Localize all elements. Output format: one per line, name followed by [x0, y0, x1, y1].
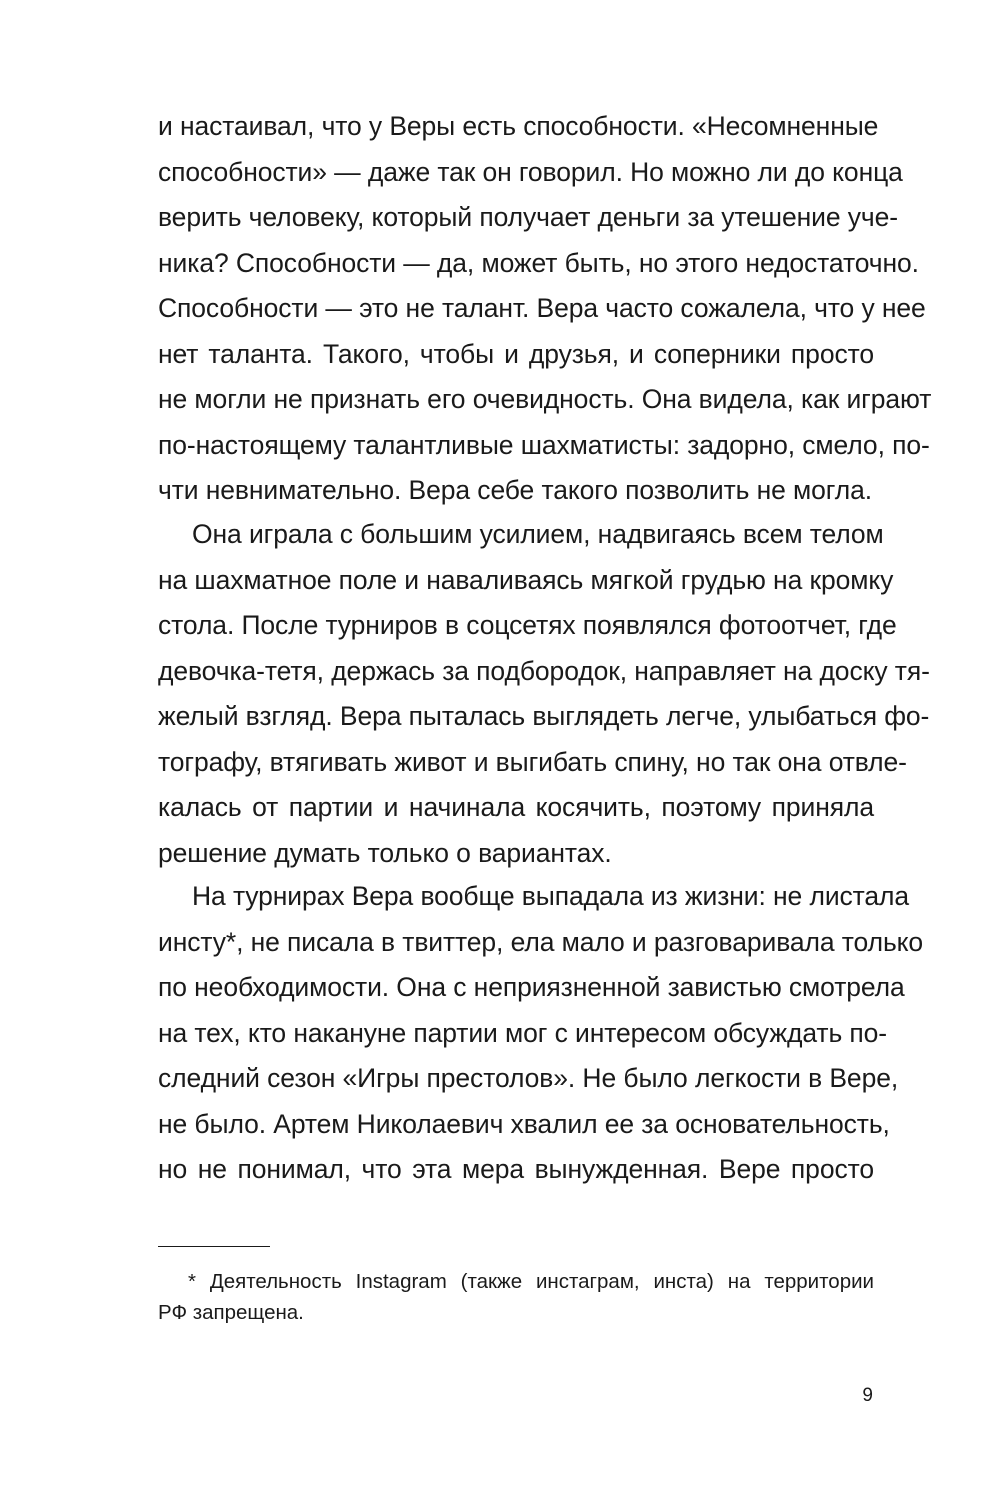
text-line: не было. Артем Николаевич хвалил ее за основательность,: [158, 1108, 890, 1139]
page-number: 9: [862, 1385, 873, 1406]
text-line: желый взгляд. Вера пыталась выглядеть легче, улыбаться фо-: [158, 701, 930, 731]
text-line: и настаивал, что у Веры есть способности. «Несомненные: [158, 111, 879, 141]
paragraph-2: [158, 512, 930, 876]
footnote: [158, 1266, 874, 1328]
text-line: чти невнимательно. Вера себе такого позволить не могла.: [158, 475, 873, 505]
text-line: следний сезон «Игры престолов». Не было легкости в Вере,: [158, 1063, 899, 1093]
text-line: не могли не признать его очевидность. Она видела, как играют: [158, 384, 932, 414]
text-line: инсту*, не писала в твиттер, ела мало и разговаривала только: [158, 926, 924, 957]
text-line: Она играла с большим усилием, надвигаясь всем телом: [192, 519, 884, 549]
text-line: На турнирах Вера вообще выпадала из жизни: не листала: [192, 881, 910, 911]
text-line: стола. После турниров в соцсетях появлялся фотоотчет, где: [158, 610, 897, 640]
text-line: способности» — даже так он говорил. Но можно ли до конца: [158, 156, 903, 187]
text-line: по-настоящему талантливые шахматисты: задорно, смело, по-: [158, 429, 930, 460]
footnote-line: РФ запрещена.: [158, 1301, 304, 1324]
text-line: решение думать только о вариантах.: [158, 837, 612, 868]
text-line: по необходимости. Она с неприязненной завистью смотрела: [158, 972, 905, 1002]
text-line: Способности — это не талант. Вера часто сожалела, что у нее: [158, 293, 926, 323]
text-line: нет таланта. Такого, чтобы и друзья, и соперники просто: [158, 338, 874, 369]
text-line: но не понимал, что эта мера вынужденная. Вере просто: [158, 1154, 874, 1184]
text-line: калась от партии и начинала косячить, поэтому приняла: [158, 792, 874, 822]
text-line: девочка-тетя, держась за подбородок, направляет на доску тя-: [158, 655, 930, 686]
paragraph-3: [158, 874, 924, 1193]
footnote-divider: [158, 1246, 270, 1247]
text-line: на тех, кто накануне партии мог с интересом обсуждать по-: [158, 1017, 888, 1048]
paragraph-1: [158, 104, 932, 514]
text-line: ника? Способности — да, может быть, но этого недостаточно.: [158, 247, 919, 278]
text-line: на шахматное поле и наваливаясь мягкой грудью на кромку: [158, 564, 894, 595]
text-line: тографу, втягивать живот и выгибать спину, но так она отвле-: [158, 746, 907, 777]
footnote-line: * Деятельность Instagram (также инстаграм, инста) на территории: [188, 1270, 874, 1293]
text-line: верить человеку, который получает деньги за утешение уче-: [158, 202, 898, 232]
